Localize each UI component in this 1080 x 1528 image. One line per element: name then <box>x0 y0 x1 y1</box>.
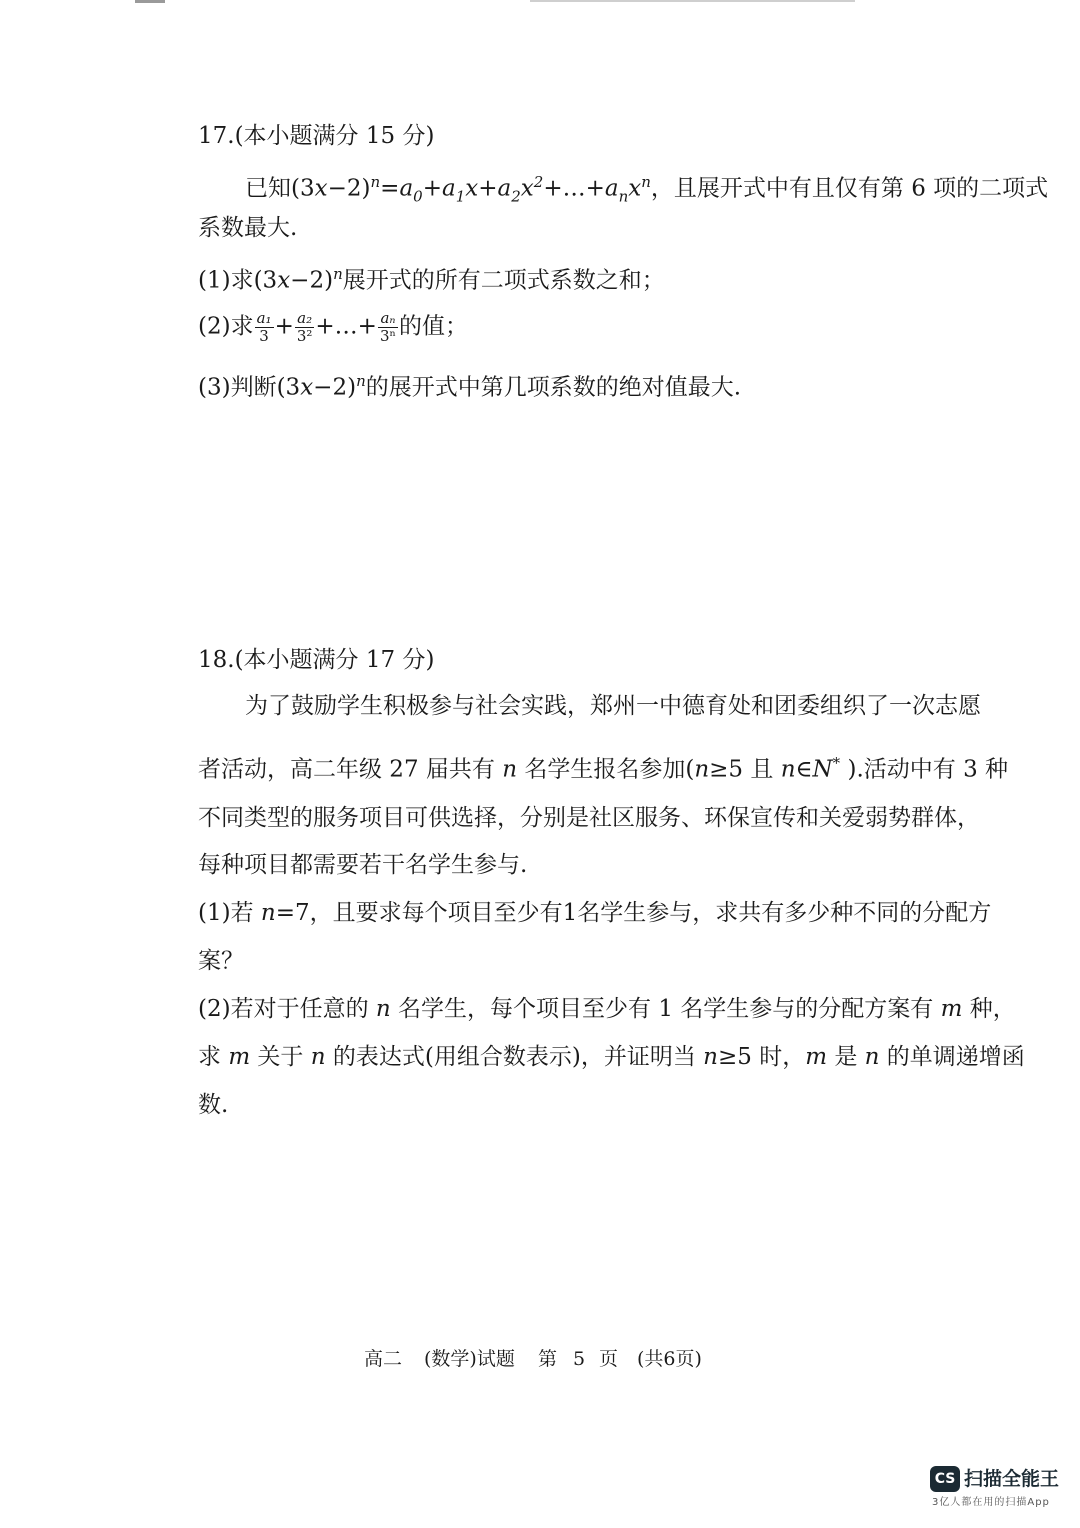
var-m: m <box>805 1044 828 1070</box>
text: (2)若对于任意的 <box>198 996 376 1022</box>
var-n: n <box>375 996 391 1022</box>
q17-intro-line2: 系数最大. <box>198 215 298 241</box>
text: + <box>422 175 442 202</box>
text: (1)求(3 <box>198 267 278 294</box>
numerator: a₂ <box>295 310 315 328</box>
numerator: aₙ <box>378 310 398 328</box>
q17-intro-line1 <box>245 167 1048 211</box>
watermark-tagline: 3亿人都在用的扫描App <box>932 1497 1050 1508</box>
text: +…+ <box>543 175 605 202</box>
text: ≥5 时， <box>717 1044 806 1070</box>
var-a: a <box>441 175 456 202</box>
text: 的值； <box>399 313 468 340</box>
text: 已知(3 <box>245 175 315 202</box>
text: ≥5 且 <box>709 756 781 783</box>
text: −2) <box>313 374 357 401</box>
numerator: a₁ <box>256 309 272 327</box>
q18-paragraph-line1: 为了鼓励学生积极参与社会实践，郑州一中德育处和团委组织了一次志愿 <box>245 693 981 719</box>
scanner-watermark <box>930 1466 1060 1516</box>
text: +…+ <box>315 313 377 340</box>
q18-part2-line3: 数. <box>198 1092 229 1118</box>
q17-heading: 17.(本小题满分 15 分) <box>198 123 435 149</box>
footer-page-label: 第 <box>538 1348 558 1370</box>
var-a: a <box>497 175 512 202</box>
var-m: m <box>940 996 963 1022</box>
text: −2) <box>327 175 371 202</box>
text: −2) <box>290 267 334 294</box>
q18-heading: 18.(本小题满分 17 分) <box>198 647 435 673</box>
var-n: n <box>310 1044 326 1070</box>
text: 的表达式(用组合数表示)，并证明当 <box>325 1044 704 1070</box>
exp-n: n <box>356 372 366 390</box>
var-n: n <box>502 756 518 783</box>
sub-n: n <box>618 187 629 206</box>
page-footer <box>0 1345 1080 1373</box>
star-superscript: * <box>832 754 841 772</box>
footer-total-pages: (共6页) <box>637 1348 702 1370</box>
sub-0: 0 <box>413 187 423 206</box>
sup-2: 2 <box>533 173 544 191</box>
text: ，且展开式中有且仅有第 6 项的二项式 <box>650 175 1049 202</box>
var-a: a <box>399 175 414 202</box>
q18-part1-line1 <box>198 898 991 928</box>
text: ∈ <box>795 756 813 783</box>
var-a: a <box>604 175 619 202</box>
fraction-a1-over-3 <box>255 310 274 345</box>
var-x: x <box>300 374 314 401</box>
text: 名学生，每个项目至少有 1 名学生参与的分配方案有 <box>390 996 941 1022</box>
denominator: 3ⁿ <box>379 327 396 345</box>
text: ).活动中有 3 种 <box>840 756 1009 783</box>
text: (2)求 <box>198 313 254 340</box>
q18-part2-line2 <box>198 1042 1025 1072</box>
q17-part2 <box>198 310 468 345</box>
sup-n: n <box>641 173 651 191</box>
text: 种， <box>962 996 1016 1022</box>
text: 名学生报名参加( <box>517 756 695 783</box>
scan-edge-mark <box>530 0 855 2</box>
text: 者活动，高二年级 27 届共有 <box>198 756 503 783</box>
set-N: N <box>812 756 833 783</box>
var-n: n <box>864 1044 880 1070</box>
q18-part2-line1 <box>198 994 1016 1024</box>
var-m: m <box>228 1044 251 1070</box>
q18-paragraph-line4: 每种项目都需要若干名学生参与. <box>198 852 528 878</box>
q17-part1 <box>198 259 665 296</box>
q18-part1-line2: 案？ <box>198 948 244 974</box>
var-x: x <box>465 175 479 202</box>
fraction-an-over-3-power-n <box>378 310 398 345</box>
var-n: n <box>780 756 796 783</box>
text: 展开式的所有二项式系数之和； <box>342 267 665 294</box>
footer-page-number: 5 <box>573 1348 586 1370</box>
var-n: n <box>260 900 276 926</box>
footer-subject: (数学)试题 <box>424 1348 515 1370</box>
text: (1)若 <box>198 900 261 926</box>
var-n: n <box>694 756 710 783</box>
text: 关于 <box>250 1044 311 1070</box>
text: 的单调递增函 <box>879 1044 1025 1070</box>
camscanner-logo-icon: CS <box>930 1466 960 1492</box>
denominator: 3 <box>259 327 269 345</box>
text: = <box>380 175 400 202</box>
denominator: 3² <box>296 327 313 345</box>
var-x: x <box>277 267 291 294</box>
text: (3)判断(3 <box>198 374 301 401</box>
sub-1: 1 <box>455 187 466 206</box>
q18-paragraph-line2 <box>198 748 1008 785</box>
exp-n: n <box>333 265 343 283</box>
text: 的展开式中第几项系数的绝对值最大. <box>365 374 742 401</box>
text: + <box>274 313 294 340</box>
scan-edge-mark <box>135 0 165 3</box>
q18-paragraph-line3: 不同类型的服务项目可供选择，分别是社区服务、环保宣传和关爱弱势群体， <box>198 805 980 831</box>
var-x: x <box>520 175 534 202</box>
q17-part3 <box>198 366 741 403</box>
var-x: x <box>628 175 642 202</box>
fraction-a2-over-3-squared <box>295 310 315 345</box>
var-n: n <box>703 1044 718 1070</box>
text: + <box>478 175 498 202</box>
var-x: x <box>314 175 328 202</box>
exp-n: n <box>370 173 381 191</box>
footer-page-unit: 页 <box>599 1348 619 1370</box>
text: 是 <box>827 1044 865 1070</box>
footer-grade: 高二 <box>364 1348 403 1370</box>
text: =7，且要求每个项目至少有1名学生参与，求共有多少种不同的分配方 <box>275 900 992 926</box>
watermark-name: 扫描全能王 <box>964 1468 1060 1490</box>
sub-2: 2 <box>511 187 521 206</box>
text: 求 <box>198 1044 229 1070</box>
